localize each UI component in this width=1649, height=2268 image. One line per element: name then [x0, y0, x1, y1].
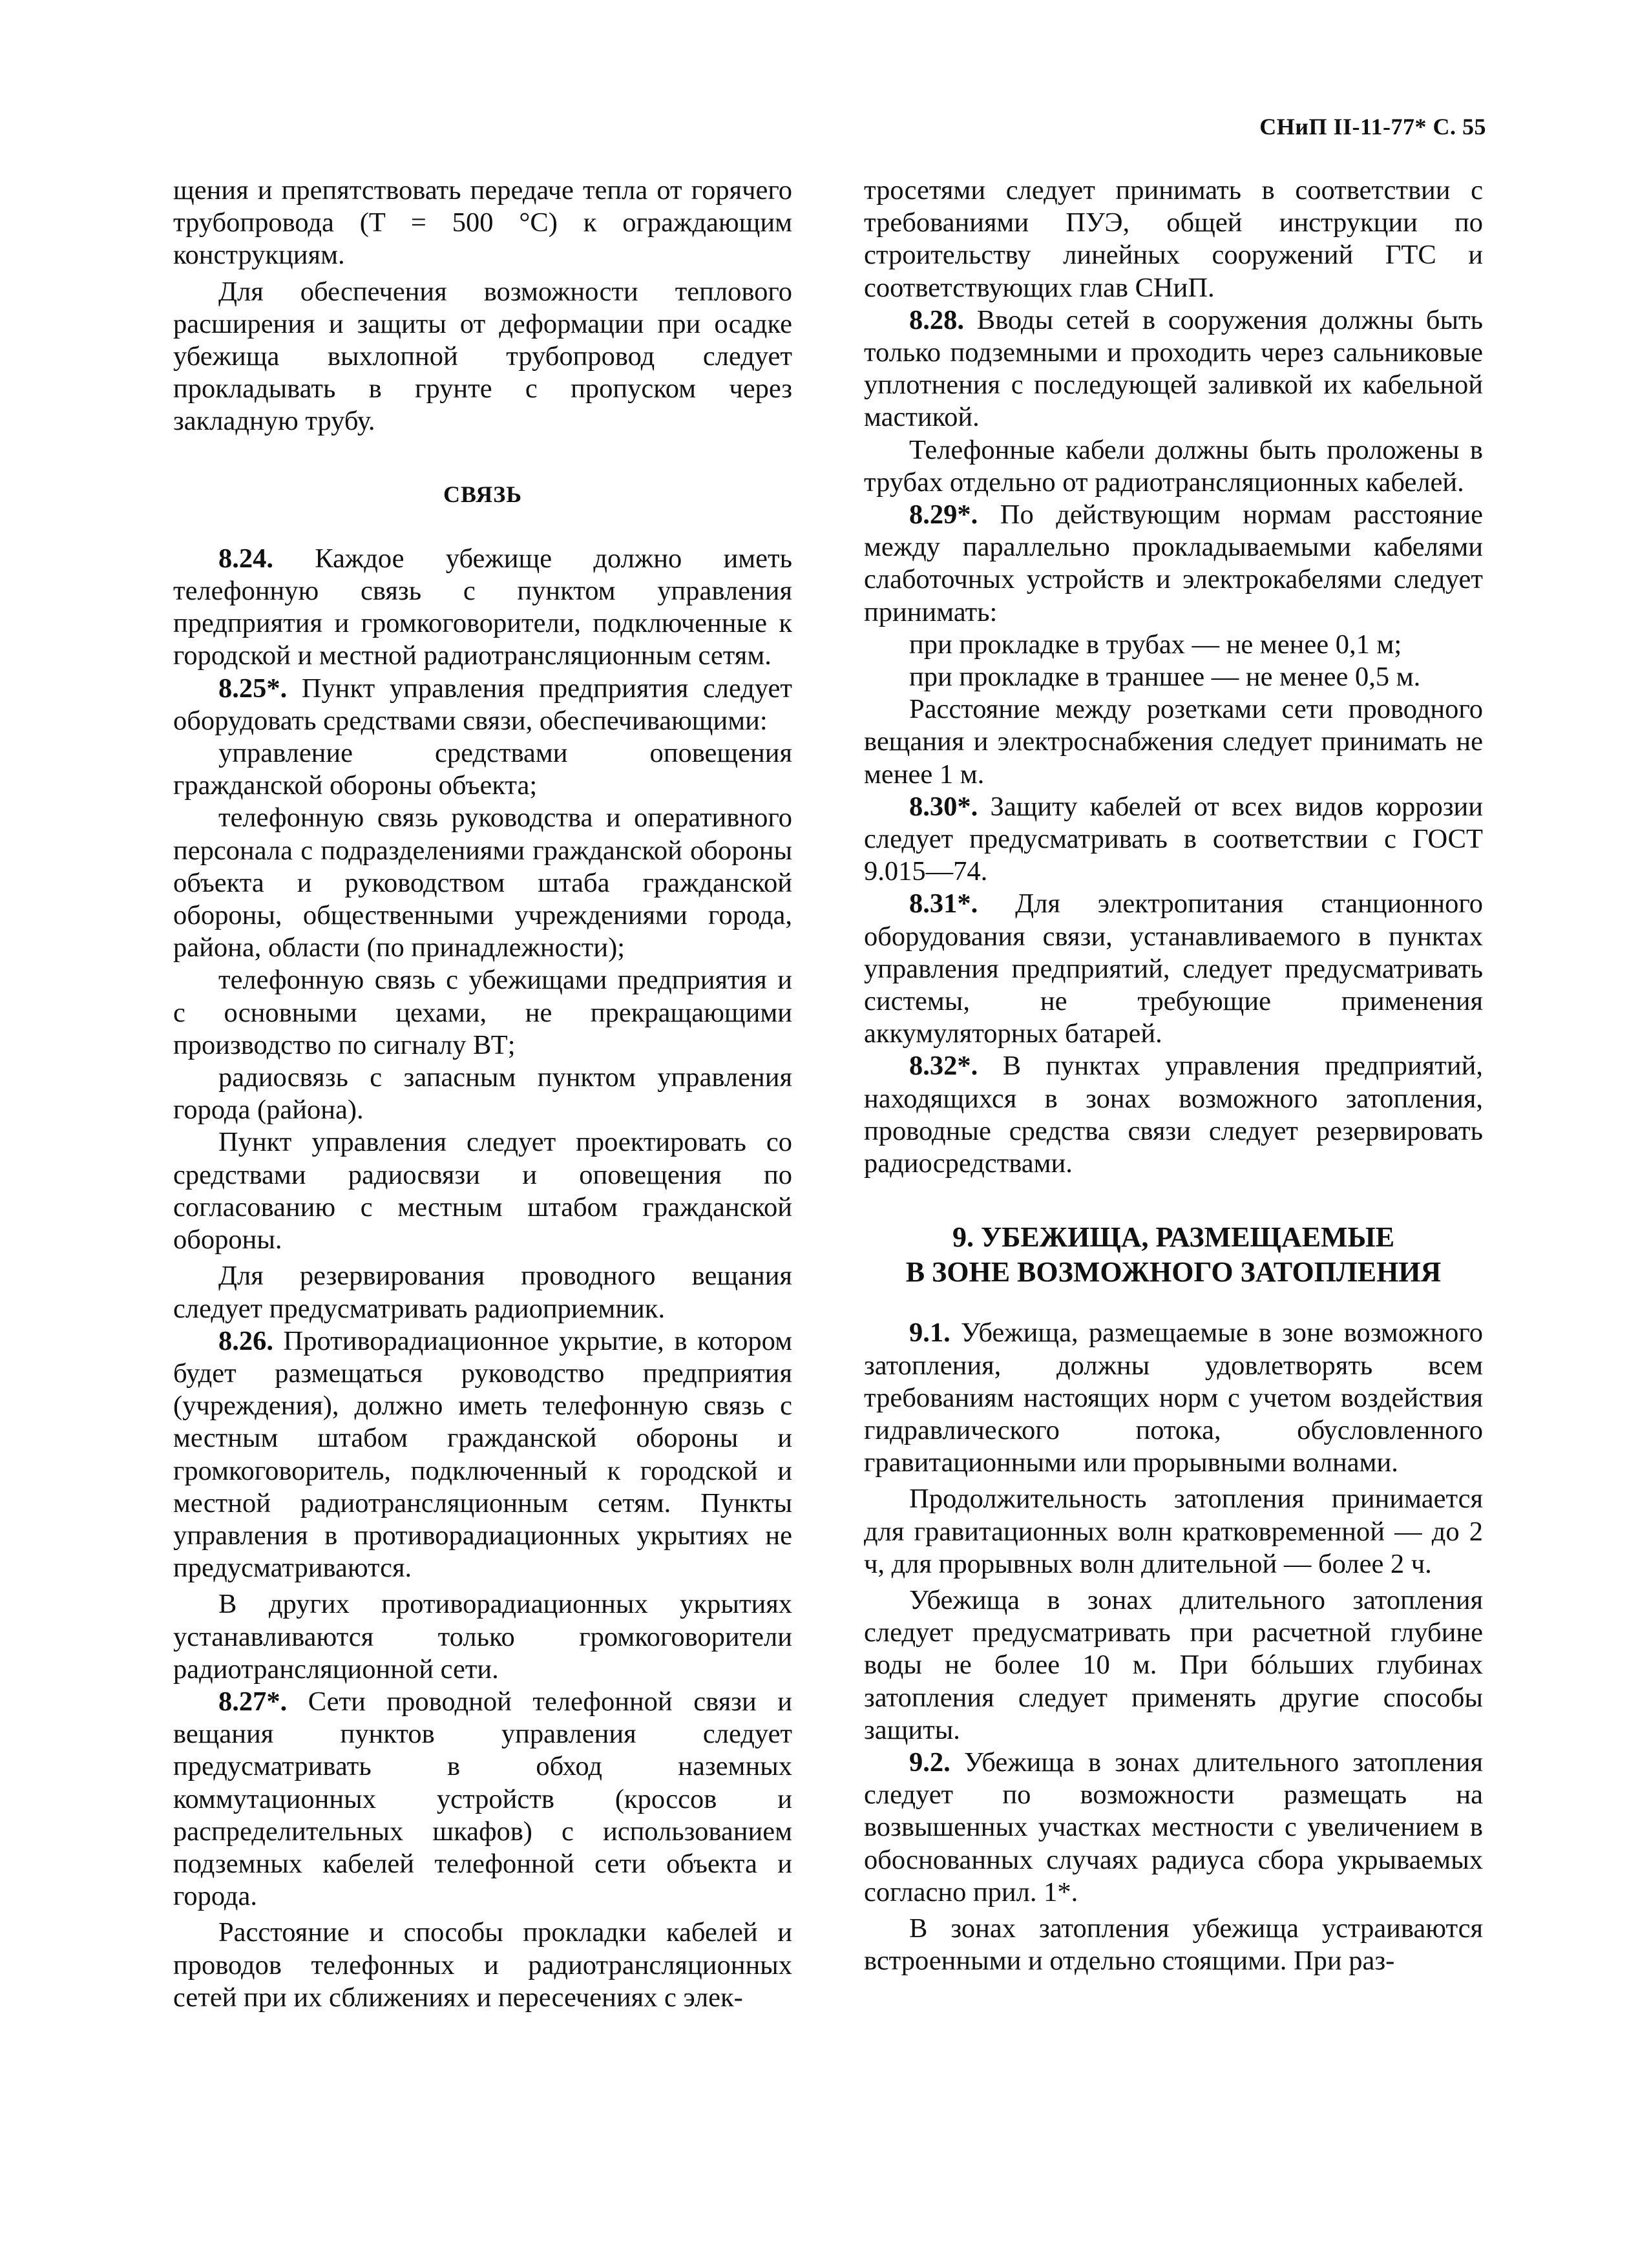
clause-text: По действующим нормам расстояние между параллельно прокладываемыми кабелями слаботочных устройств и электрокабелями следует принимать: — [864, 499, 1483, 627]
chapter-heading-line: 9. УБЕЖИЩА, РАЗМЕЩАЕМЫЕ — [952, 1221, 1395, 1254]
paragraph: Расстояние и способы прокладки кабелей и проводов телефонных и радиотрансляционных сетей при их сближениях и пересечениях с элек- — [173, 1917, 792, 2013]
paragraph: Продолжительность затопления принимается для гравитационных волн кратковременной — до 2 ч, для прорывных волн длительной — более 2 ч. — [864, 1484, 1483, 1579]
right-column — [864, 174, 1483, 1977]
clause-8-32 — [864, 1050, 1483, 1180]
clause-9-2 — [864, 1747, 1483, 1909]
chapter-heading-line: В ЗОНЕ ВОЗМОЖНОГО ЗАТОПЛЕНИЯ — [905, 1256, 1442, 1288]
list-item: телефонную связь с убежищами предприятия и с основными цехами, не прекращающими производство по сигналу ВТ; — [173, 965, 792, 1060]
paragraph: Телефонные кабели должны быть проложены в трубах отдельно от радиотрансляционных кабелей. — [864, 434, 1483, 498]
paragraph: В других противорадиационных укрытиях устанавливаются только громкоговорители радиотрансляционной сети. — [173, 1589, 792, 1685]
clause-number: 8.32*. — [909, 1051, 978, 1082]
paragraph: В зонах затопления убежища устраиваются встроенными и отдельно стоящими. При раз- — [864, 1913, 1483, 1977]
paragraph: Пункт управления следует проектировать со средствами радиосвязи и оповещения по согласованию с местным штабом гражданской обороны. — [173, 1127, 792, 1255]
paragraph: Убежища в зонах длительного затопления следует предусматривать при расчетной глубине воды не более 10 м. При бóльших глубинах затопления следует применять другие способы защиты. — [864, 1584, 1483, 1745]
paragraph: Для резервирования проводного вещания следует предусматривать радиоприемник. — [173, 1261, 792, 1324]
list-item: при прокладке в траншее — не менее 0,5 м. — [909, 662, 1421, 693]
clause-text: Сети проводной телефонной связи и вещания пунктов управления следует предусматривать в обход наземных коммутационных устройств (кроссов и распределительных шкафов) с использованием подземных кабелей телефонной сети объекта и города. — [173, 1686, 792, 1912]
list-item: телефонную связь руководства и оперативного персонала с подразделениями гражданской обороны объекта и руководством штаба гражданской обороны, общественными учреждениями города, района, области (по принадлежности); — [173, 803, 792, 963]
clause-8-28 — [864, 304, 1483, 434]
list-item: управление средствами оповещения гражданской обороны объекта; — [173, 738, 792, 801]
clause-8-31 — [864, 888, 1483, 1050]
clause-text: Убежища, размещаемые в зоне возможного затопления, должны удовлетворять всем требованиям настоящих норм с учетом воздействия гидравлического потока, обусловленного гравитационными или прорывными волнами. — [864, 1318, 1483, 1478]
clause-number: 8.27*. — [218, 1686, 288, 1717]
clause-number: 9.2. — [909, 1747, 951, 1778]
clause-number: 8.31*. — [909, 888, 978, 919]
clause-8-27 — [173, 1686, 792, 1913]
paragraph: тросетями следует принимать в соответствии с требованиями ПУЭ, общей инструкции по строительству линейных сооружений ГТС и соответствующих глав СНиП. — [864, 175, 1483, 303]
clause-8-25 — [173, 673, 792, 737]
clause-8-26 — [173, 1325, 792, 1585]
list-item: радиосвязь с запасным пунктом управления города (района). — [173, 1062, 792, 1126]
clause-8-29 — [864, 499, 1483, 629]
chapter-heading-9 — [864, 1220, 1483, 1290]
clause-number: 8.28. — [909, 304, 964, 335]
clause-text: Для электропитания станционного оборудования связи, устанавливаемого в пунктах управления предприятий, следует предусматривать системы, не требующие применения аккумуляторных батарей. — [864, 888, 1483, 1049]
clause-number: 8.24. — [218, 543, 273, 574]
paragraph: щения и препятствовать передаче тепла от горячего трубопровода (T = 500 °C) к ограждающим конструкциям. — [173, 175, 792, 271]
clause-text: Вводы сетей в сооружения должны быть только подземными и проходить через сальниковые уплотнения с последующей заливкой их кабельной мастикой. — [864, 304, 1483, 433]
paragraph: Расстояние между розетками сети проводного вещания и электроснабжения следует принимать не менее 1 м. — [864, 694, 1483, 790]
clause-9-1 — [864, 1317, 1483, 1479]
clause-8-30 — [864, 791, 1483, 888]
clause-8-24 — [173, 543, 792, 673]
clause-text: Убежища в зонах длительного затопления следует по возможности размещать на возвышенных участках местности с увеличением в обоснованных случаях радиуса сбора укрываемых согласно прил. 1*. — [864, 1747, 1483, 1907]
clause-number: 9.1. — [909, 1318, 951, 1349]
running-header: СНиП II-11-77* С. 55 — [1259, 114, 1486, 140]
section-heading-svyaz: СВЯЗЬ — [443, 481, 523, 507]
clause-text: Противорадиационное укрытие, в котором будет размещаться руководство предприятия (учреждения), должно иметь телефонную связь с местным штабом гражданской обороны и громкоговоритель, подключенный к городской и местной радиотрансляционным сетям. Пункты управления в противорадиационных укрытиях не предусматриваются. — [173, 1325, 792, 1584]
left-column — [173, 174, 792, 2014]
clause-number: 8.26. — [218, 1325, 273, 1356]
clause-text: Защиту кабелей от всех видов коррозии следует предусматривать в соответствии с ГОСТ 9.015—74. — [864, 791, 1483, 887]
clause-number: 8.25*. — [218, 673, 288, 704]
list-item: при прокладке в трубах — не менее 0,1 м; — [909, 629, 1402, 660]
clause-number: 8.30*. — [909, 791, 978, 822]
clause-text: В пунктах управления предприятий, находящихся в зонах возможного затопления, проводные средства связи следует резервировать радиосредствами. — [864, 1051, 1483, 1179]
clause-text: Пункт управления предприятия следует оборудовать средствами связи, обеспечивающими: — [173, 673, 792, 736]
clause-text: Каждое убежище должно иметь телефонную связь с пунктом управления предприятия и громкоговорители, подключенные к городской и местной радиотрансляционным сетям. — [173, 543, 792, 671]
paragraph: Для обеспечения возможности теплового расширения и защиты от деформации при осадке убежища выхлопной трубопровод следует прокладывать в грунте с пропуском через закладную трубу. — [173, 276, 792, 437]
clause-number: 8.29*. — [909, 499, 978, 530]
